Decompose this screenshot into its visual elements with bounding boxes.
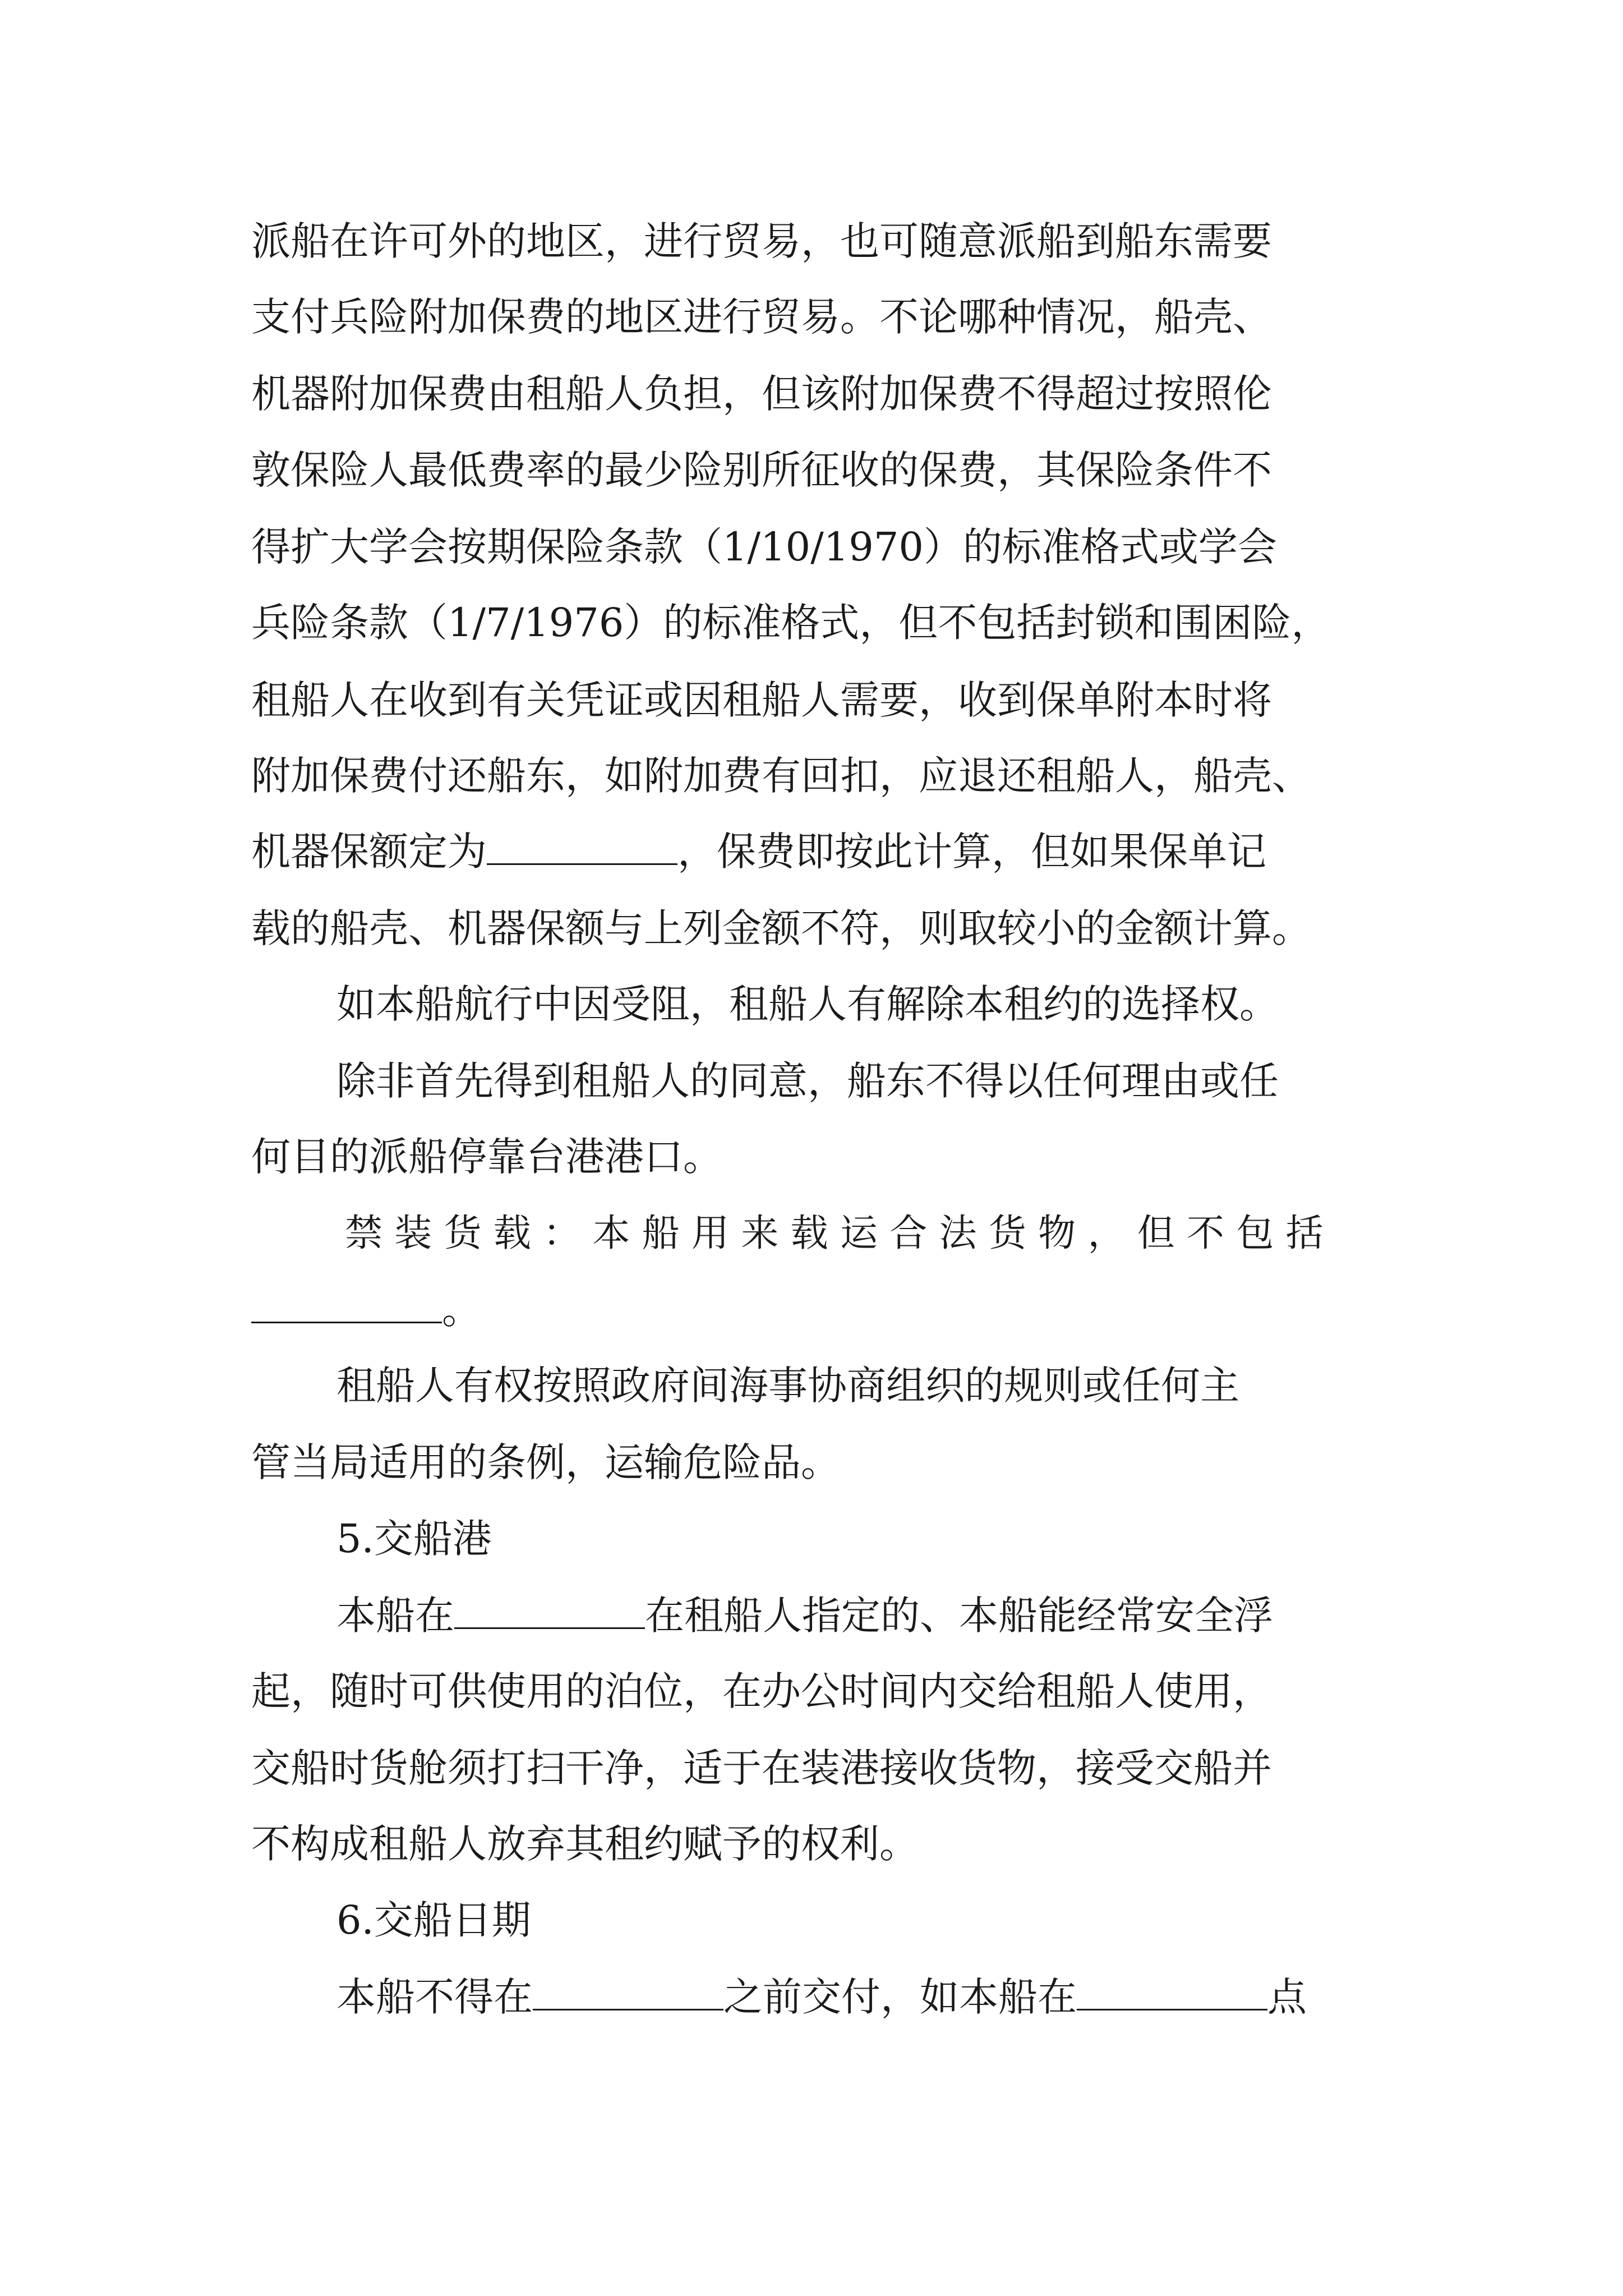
paragraph-line: 租船人有权按照政府间海事协商组织的规则或任何主 [336,1363,1239,1409]
paragraph-line: 禁 装 货 载 ： 本 船 用 来 载 运 合 法 货 物 ， 但 不 包 括 [345,1211,1324,1255]
line-text: 点 [1267,1974,1307,2020]
paragraph-line: 不构成租船人放弃其租约赋予的权利。 [251,1821,919,1867]
paragraph-line: 如本船航行中因受阻，租船人有解除本租约的选择权。 [336,981,1279,1027]
paragraph-line: 租船人在收到有关凭证或因租船人需要，收到保单附本时将 [251,677,1272,723]
paragraph-line [336,1969,1307,2025]
fill-in-blank [533,1975,723,2010]
paragraph-line [251,823,1266,880]
paragraph-line: 派船在许可外的地区，进行贸易，也可随意派船到船东需要 [251,218,1272,264]
fill-in-blank [487,830,677,865]
paragraph-line: 得扩大学会按期保险条款（1/10/1970）的标准格式或学会 [251,524,1277,570]
line-text: 机器保额定为 [251,829,487,875]
paragraph-line [251,1282,481,1338]
line-text: 本船不得在 [336,1974,533,2020]
paragraph-line: 何目的派船停靠台港港口。 [251,1134,722,1180]
paragraph-line: 兵险条款（1/7/1976）的标准格式，但不包括封锁和围困险， [251,600,1331,646]
paragraph-line: 管当局适用的条例，运输危险品。 [251,1439,840,1485]
fill-in-blank [251,1288,442,1323]
section-heading: 5.交船港 [336,1516,492,1562]
line-text: 在租船人指定的、本船能经常安全浮 [645,1593,1273,1639]
line-text: 。 [442,1287,481,1333]
paragraph-line: 除非首先得到租船人的同意，船东不得以任何理由或任 [336,1058,1279,1104]
paragraph-line: 载的船壳、机器保额与上列金额不符，则取较小的金额计算。 [251,905,1311,951]
paragraph-line: 支付兵险附加保费的地区进行贸易。不论哪种情况，船壳、 [251,294,1272,340]
paragraph-line: 附加保费付还船东，如附加费有回扣，应退还租船人，船壳、 [251,753,1311,799]
paragraph-line: 起，随时可供使用的泊位，在办公时间内交给租船人使用， [251,1668,1272,1714]
paragraph-line [336,1588,1273,1644]
paragraph-line: 机器附加保费由租船人负担，但该附加保费不得超过按照伦 [251,371,1272,417]
section-heading: 6.交船日期 [336,1897,531,1943]
paragraph-line: 交船时货舱须打扫干净，适于在装港接收货物，接受交船并 [251,1745,1272,1791]
fill-in-blank [1077,1975,1267,2010]
fill-in-blank [454,1594,645,1629]
line-text: 本船在 [336,1593,454,1639]
paragraph-line: 敦保险人最低费率的最少险别所征收的保费，其保险条件不 [251,447,1272,493]
line-text: ，保费即按此计算，但如果保单记 [677,829,1266,875]
line-text: 之前交付，如本船在 [723,1974,1077,2020]
